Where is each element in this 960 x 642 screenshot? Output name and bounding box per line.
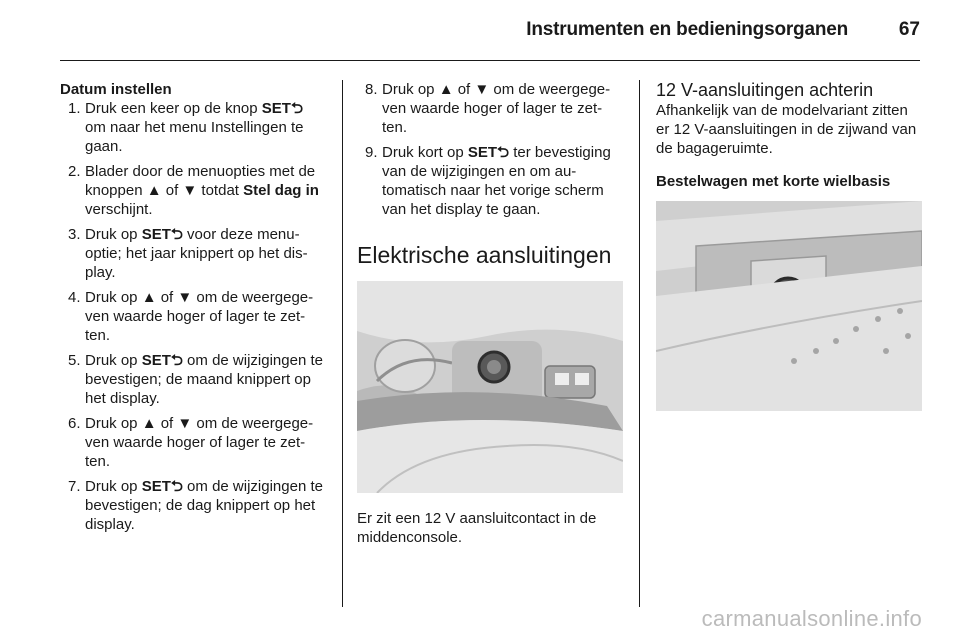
step-text: Druk op ▲ of ▼ om de weergegeven waarde hoger of lager te zetten. <box>382 81 611 136</box>
column-1 <box>60 80 325 540</box>
step-number: 1. <box>68 100 81 117</box>
set-button-label: SET⮌ <box>141 226 183 243</box>
step-text: ter bevestiging van de wijzigingen en om automatisch naar het vorige scherm van het display te gaan. <box>382 144 611 218</box>
step-text: Druk een keer op de knop <box>85 100 262 117</box>
step-text: Druk op <box>85 352 142 369</box>
column-divider-1 <box>342 80 343 607</box>
console-socket-illustration <box>357 281 623 493</box>
figure-caption: Er zit een 12 V aansluitcontact in de middenconsole. <box>357 510 597 546</box>
step-text: om de wijzigingen te bevestigen; de maand knippert op het display. <box>85 352 323 407</box>
menu-option-label: Stel dag in <box>243 182 319 199</box>
step-text: voor deze menuoptie; het jaar knippert op het display. <box>85 226 308 281</box>
step-text: Druk op <box>85 226 142 243</box>
set-button-label: SET⮌ <box>261 100 303 117</box>
cargo-socket-photo <box>656 201 922 411</box>
step-number: 9. <box>365 144 378 161</box>
step-text: Druk op ▲ of ▼ om de weergegeven waarde hoger of lager te zetten. <box>85 415 314 470</box>
steps-list-1 <box>60 99 325 534</box>
set-button-label: SET⮌ <box>467 144 510 161</box>
set-button-label: SET⮌ <box>141 352 183 369</box>
step-item <box>60 99 325 156</box>
page-number: 67 <box>898 19 920 40</box>
step-item <box>60 162 325 219</box>
step-item <box>60 225 325 282</box>
step-number: 8. <box>365 81 378 98</box>
header-divider <box>60 60 920 61</box>
step-number: 4. <box>68 289 81 306</box>
step-text: Druk kort op <box>382 144 468 161</box>
steps-list-2 <box>357 80 622 219</box>
step-text: verschijnt. <box>85 201 153 218</box>
step-item <box>60 351 325 408</box>
step-text: om de wijzigingen te bevestigen; de dag knippert op het display. <box>85 478 323 533</box>
step-number: 2. <box>68 163 81 180</box>
step-text: Blader door de menuopties met de knoppen ▲ of ▼ totdat <box>85 163 316 199</box>
set-button-label: SET⮌ <box>141 478 183 495</box>
subheading-bestelwagen: Bestelwagen met korte wielbasis <box>656 173 891 190</box>
step-number: 6. <box>68 415 81 432</box>
section-title-elektrische-aansluitingen: Elektrische aansluitingen <box>357 242 612 268</box>
step-item <box>60 288 325 345</box>
body-paragraph: Afhankelijk van de modelvariant zitten er 12 V-aansluitingen in de zijwand van de bagageruimte. <box>656 102 917 157</box>
subheading-datum-instellen: Datum instellen <box>60 81 172 98</box>
step-text: Druk op <box>85 478 142 495</box>
step-item <box>60 414 325 471</box>
cargo-socket-illustration <box>656 201 922 411</box>
step-item <box>357 80 622 137</box>
step-item <box>357 143 622 219</box>
step-text: Druk op ▲ of ▼ om de weergegeven waarde hoger of lager te zetten. <box>85 289 314 344</box>
column-2 <box>357 80 622 547</box>
step-number: 7. <box>68 478 81 495</box>
column-divider-2 <box>639 80 640 607</box>
console-socket-photo <box>357 281 623 493</box>
section-title-12v-achterin: 12 V-aansluitingen achterin <box>656 80 874 100</box>
step-number: 3. <box>68 226 81 243</box>
step-item <box>60 477 325 534</box>
watermark: carmanualsonline.info <box>701 606 922 631</box>
step-text: om naar het menu Instellingen te gaan. <box>85 119 304 155</box>
step-number: 5. <box>68 352 81 369</box>
page-title: Instrumenten en bedieningsorganen <box>526 19 848 40</box>
column-3 <box>656 80 922 411</box>
